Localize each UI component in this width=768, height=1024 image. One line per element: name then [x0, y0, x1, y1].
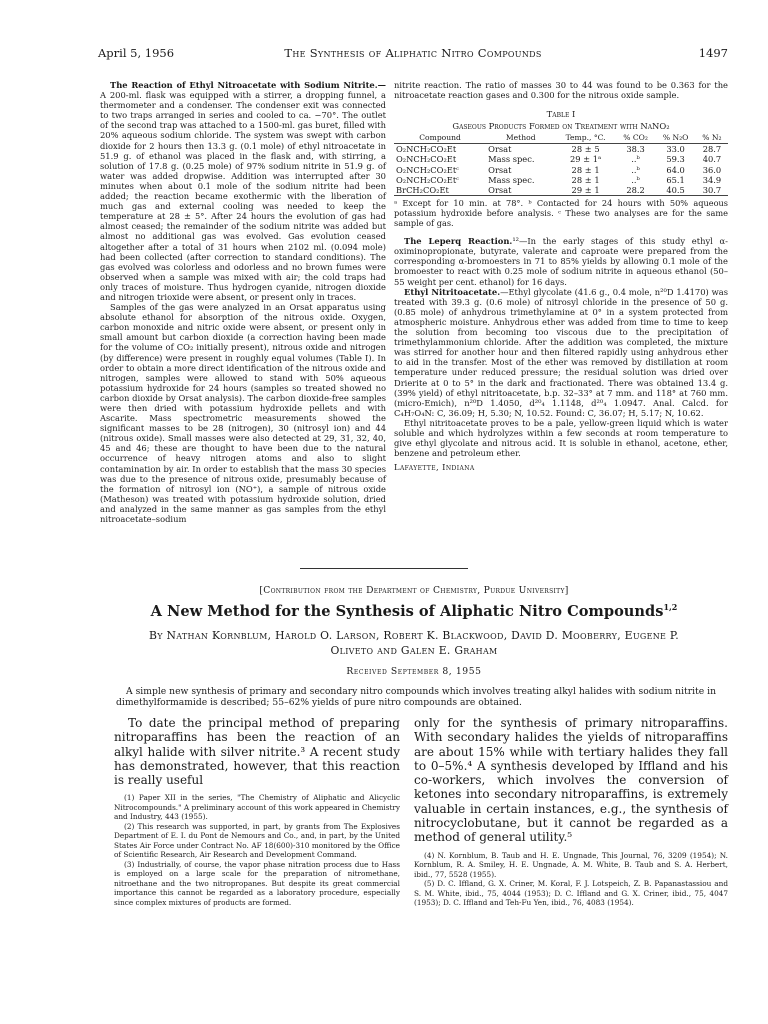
cell-co2: ..ᵇ	[631, 174, 640, 185]
cell-n2: 30.7	[696, 185, 728, 196]
footnotes-right	[414, 851, 728, 908]
table-row	[394, 185, 728, 196]
col-header-n2o: % N₂O	[655, 133, 696, 144]
cell-method: Mass spec.	[488, 154, 535, 165]
page-number: 1497	[698, 46, 728, 60]
footnote: (4) N. Kornblum, B. Taub and H. E. Ungnade, This Journal, 76, 3209 (1954); N. Kornblum, R. A. Smiley, H. E. Ungnade, A. M. White, B. Taub and S. A. Herbert, ibid., 77, 5528 (1955).	[414, 850, 728, 879]
cell-n2: 40.7	[702, 154, 722, 165]
cell-n2o: 40.5	[655, 185, 696, 196]
running-title: The Synthesis of Aliphatic Nitro Compounds	[284, 46, 542, 60]
col-header-temp: Temp., °C.	[555, 133, 616, 144]
cell-temp: 28 ± 1	[571, 174, 600, 185]
continuation-paragraph: nitrite reaction. The ratio of masses 30 to 44 was found to be 0.363 for the nitroacetate reaction gases and 0.300 for the nitrous oxide sample.	[394, 80, 728, 101]
table-header-row	[394, 133, 728, 144]
experimental-paragraph	[100, 80, 386, 302]
cell-temp: 29 ± 1	[555, 185, 616, 196]
properties-paragraph: Ethyl nitritoacetate proves to be a pale, yellow-green liquid which is water soluble and which hydrolyzes within a few seconds at room temperature to give ethyl glycolate and nitrous acid. It is soluble in ethanol, acetone, ether, benzene and petroleum ether.	[394, 417, 728, 459]
section-heading-leperq: The Leperq Reaction.	[404, 236, 513, 247]
cell-temp: 28 ± 1	[571, 164, 600, 175]
col-header-method: Method	[486, 133, 555, 144]
cell-n2: 28.7	[702, 144, 722, 155]
footnotes-left	[114, 793, 400, 907]
cell-n2o: 59.3	[666, 154, 685, 165]
cell-n2o: 64.0	[666, 164, 685, 175]
nitritoacetate-paragraph	[394, 287, 728, 418]
cell-n2o: 33.0	[666, 144, 685, 155]
footnote: (2) This research was supported, in part, by grants from The Explosives Department of E. I. du Pont de Nemours and Co., and, in part, by the United States Air Force under Contract No. AF 18(600)-310 monitored by the Office of Scientific Research, Air Research and Development Command.	[114, 821, 400, 860]
intro-paragraph: To date the principal method of preparing nitroparaffins has been the reaction of an alkyl halide with silver nitrite.³ A recent study has demonstrated, however, that this reaction is really useful	[114, 716, 400, 788]
running-head	[98, 46, 728, 62]
cell-co2: 28.2	[616, 185, 655, 196]
footnote: (3) Industrially, of course, the vapor phase nitration process due to Hass is employed on a large scale for the preparation of nitromethane, nitroethane and the two nitropropanes. But despite its great commercial importance this cannot be regarded as a laboratory procedure, especially since complex mixtures of products are formed.	[114, 859, 400, 907]
left-column	[100, 80, 386, 524]
title-footnote-marker: 1,2	[663, 602, 678, 612]
cell-method: Orsat	[486, 185, 555, 196]
section-heading-ethyl-nitroacetate: The Reaction of Ethyl Nitroacetate with Sodium Nitrite.—	[110, 80, 386, 90]
leperq-text: ¹²—In the early stages of this study ethyl α-oximinopropionate, butyrate, valerate and caproate were prepared from the corresponding α-bromoesters in 71 to 85% yields by allowing 0.1 mole of the bromoester to react with 0.25 mole of sodium nitrite in aqueous ethanol (50–55 weight per cent. ethanol) for 16 days.	[394, 236, 728, 287]
cell-method: Orsat	[488, 164, 512, 175]
experimental-text: A 200-ml. flask was equipped with a stirrer, a dropping funnel, a thermometer and a condenser. The condenser exit was connected to two traps arranged in series and cooled to ca. −70°. The outlet of the second trap was attached to a 1500-ml. gas buret, filled with 20% aqueous sodium chloride. The system was swept with carbon dioxide for 2 hours then 13.3 g. (0.1 mole) of ethyl nitroacetate in 51.9 g. of ethanol was placed in the flask and, with stirring, a solution of 17.8 g. (0.25 mole) of 97% sodium nitrite in 51.9 g. of water was added dropwise. Addition was interrupted after 30 minutes when about 0.1 mole of the sodium nitrite had been added; the reaction became exothermic with the liberation of much gas and external cooling was needed to keep the temperature at 28 ± 5°. After 24 hours the evolution of gas had almost ceased; the remainder of the sodium nitrite was added but almost no additional gas was evolved. Gas evolution ceased altogether after a total of 31 hours when 2102 ml. (0.094 mole) had been collected (after correction to standard conditions). The gas evolved was colorless and odorless and no brown fumes were observed when a sample was mixed with air; the cold traps had only traces of moisture. Thus hydrogen cyanide, nitrogen dioxide and nitrogen trioxide were absent, or present only in traces.	[100, 90, 386, 302]
table-row	[394, 165, 728, 175]
cell-method: Orsat	[488, 144, 512, 155]
cell-n2o: 65.1	[666, 174, 685, 185]
nitritoacetate-text: —Ethyl glycolate (41.6 g., 0.4 mole, n²⁰D 1.4170) was treated with 39.3 g. (0.6 mole) of nitrosyl chloride in the presence of 50 g. (0.85 mole) of anhydrous trimethylamine at 0° in a system protected from atmospheric moisture. Anhydrous ether was added from time to time to keep the solution from becoming too viscous due to the precipitation of trimethylammonium chloride. After the addition was completed, the mixture was stirred for another hour and then filtered rapidly using anhydrous ether to aid in the transfer. Most of the ether was removed by distillation at room temperature under reduced pressure; the residual solution was dried over Drierite at 0 to 5° in the dark and fractionated. There was obtained 13.4 g. (39% yield) of ethyl nitritoacetate, b.p. 32–33° at 7 mm. and 118° at 760 mm. (micro-Emich), n²⁰D 1.4050, d²⁰₄ 1.1148, d²⁰₄ 1.0947. Anal. Calcd. for C₄H₇O₄N: C, 36.09; H, 5.30; N, 10.52. Found: C, 36.07; H, 5.17; N, 10.62.	[394, 286, 728, 418]
footnote: (5) D. C. Iffland, G. X. Criner, M. Koral, F. J. Lotspeich, Z. B. Papanastassiou and S. M. White, ibid., 75, 4044 (1953); D. C. Iffland and G. X. Criner, ibid., 75, 4047 (1953); D. C. Iffland and Teh-Fu Yen, ibid., 76, 4083 (1954).	[414, 879, 728, 908]
table-label: Table I	[546, 109, 576, 120]
table-row	[394, 154, 728, 164]
location-line: Lafayette, Indiana	[394, 462, 475, 473]
leperq-paragraph	[394, 236, 728, 286]
table-row	[394, 175, 728, 185]
gaseous-products-table	[394, 133, 728, 196]
col-header-n2: % N₂	[696, 133, 728, 144]
body-right-column	[414, 716, 728, 908]
section-heading-nitritoacetate: Ethyl Nitritoacetate.	[404, 286, 501, 297]
section-divider	[300, 568, 468, 569]
gas-analysis-paragraph: Samples of the gas were analyzed in an Orsat apparatus using absolute ethanol for absorption of the nitrous oxide. Oxygen, carbon monoxide and nitric oxide were absent, or present only in small amount but carbon dioxide (a correction having been made for the volume of CO₂ initially present), nitrous oxide and nitrogen (by difference) were present in roughly equal volumes (Table I). In order to obtain a more direct identification of the nitrous oxide and nitrogen, samples were allowed to stand with 50% aqueous potassium hydroxide for 24 hours (samples so treated showed no carbon dioxide by Orsat analysis). The carbon dioxide-free samples were then dried with potassium hydroxide pellets and with Ascarite. Mass spectrometric measurements showed the significant masses to be 28 (nitrogen), 30 (nitrosyl ion) and 44 (nitrous oxide). Small masses were also detected at 29, 31, 32, 40, 45 and 46; these are thought to have been due to the natural occurrence of heavy nitrogen atoms and also to slight contamination by air. In order to establish that the mass 30 species was due to the presence of nitrous oxide, presumably because of the formation of nitrosyl ion (NO⁺), a sample of nitrous oxide (Matheson) was treated with potassium hydroxide solution, dried and analyzed in the same manner as gas samples from the ethyl nitroacetate–sodium	[100, 302, 386, 525]
issue-date: April 5, 1956	[98, 46, 175, 60]
cell-compound: O₂NCH₂CO₂Etᶜ	[396, 174, 460, 185]
cell-co2: ..ᵇ	[631, 164, 640, 175]
received-date: Received September 8, 1955	[346, 666, 482, 677]
author-line: By Nathan Kornblum, Harold O. Larson, Robert K. Blackwood, David D. Mooberry, Eugene P.	[148, 629, 679, 642]
cell-co2: 38.3	[626, 144, 645, 155]
table-footnote: ᵃ Except for 10 min. at 78°. ᵇ Contacted for 24 hours with 50% aqueous potassium hydroxide before analysis. ᶜ These two analyses are for the same sample of gas.	[394, 198, 728, 229]
cell-compound: O₂NCH₂CO₂Et	[396, 144, 457, 155]
article-title	[100, 602, 728, 620]
cell-temp: 29 ± 1ᵃ	[569, 154, 602, 165]
author-line: Oliveto and Galen E. Graham	[330, 644, 498, 657]
cell-compound: O₂NCH₂CO₂Et	[396, 154, 457, 165]
cell-n2: 36.0	[702, 164, 722, 175]
col-header-co2: % CO₂	[616, 133, 655, 144]
body-left-column	[114, 716, 400, 907]
cell-temp: 28 ± 5	[571, 144, 600, 155]
intro-continuation: only for the synthesis of primary nitroparaffins. With secondary halides the yields of nitroparaffins are about 15% while with tertiary halides they fall to 0–5%.⁴ A synthesis developed by Iffland and his co-workers, which involves the conversion of ketones into secondary nitroparaffins, is extremely valuable in certain instances, e.g., the synthesis of nitrocyclobutane, but it cannot be regarded as a method of general utility.⁵	[414, 716, 728, 845]
author-list	[100, 628, 728, 658]
article-title-text: A New Method for the Synthesis of Aliphatic Nitro Compounds	[150, 602, 664, 620]
table-row	[394, 144, 728, 155]
cell-n2: 34.9	[702, 174, 722, 185]
footnote: (1) Paper XII in the series, "The Chemistry of Aliphatic and Alicyclic Nitrocompounds." A preliminary account of this work appeared in Chemistry and Industry, 443 (1955).	[114, 793, 400, 822]
cell-compound: BrCH₂CO₂Et	[394, 185, 486, 196]
abstract: A simple new synthesis of primary and secondary nitro compounds which involves treating alkyl halides with sodium nitrite in dimethylformamide is described; 55–62% yields of pure nitro compounds are obtained.	[116, 686, 716, 708]
right-column	[394, 80, 728, 472]
contribution-line: [Contribution from the Department of Chemistry, Purdue University]	[259, 585, 569, 596]
table-title: Gaseous Products Formed on Treatment with NaNO₂	[452, 121, 670, 132]
cell-co2: ..ᵇ	[631, 154, 640, 165]
cell-compound: O₂NCH₂CO₂Etᶜ	[396, 164, 460, 175]
cell-method: Mass spec.	[488, 174, 535, 185]
col-header-compound: Compound	[394, 133, 486, 144]
